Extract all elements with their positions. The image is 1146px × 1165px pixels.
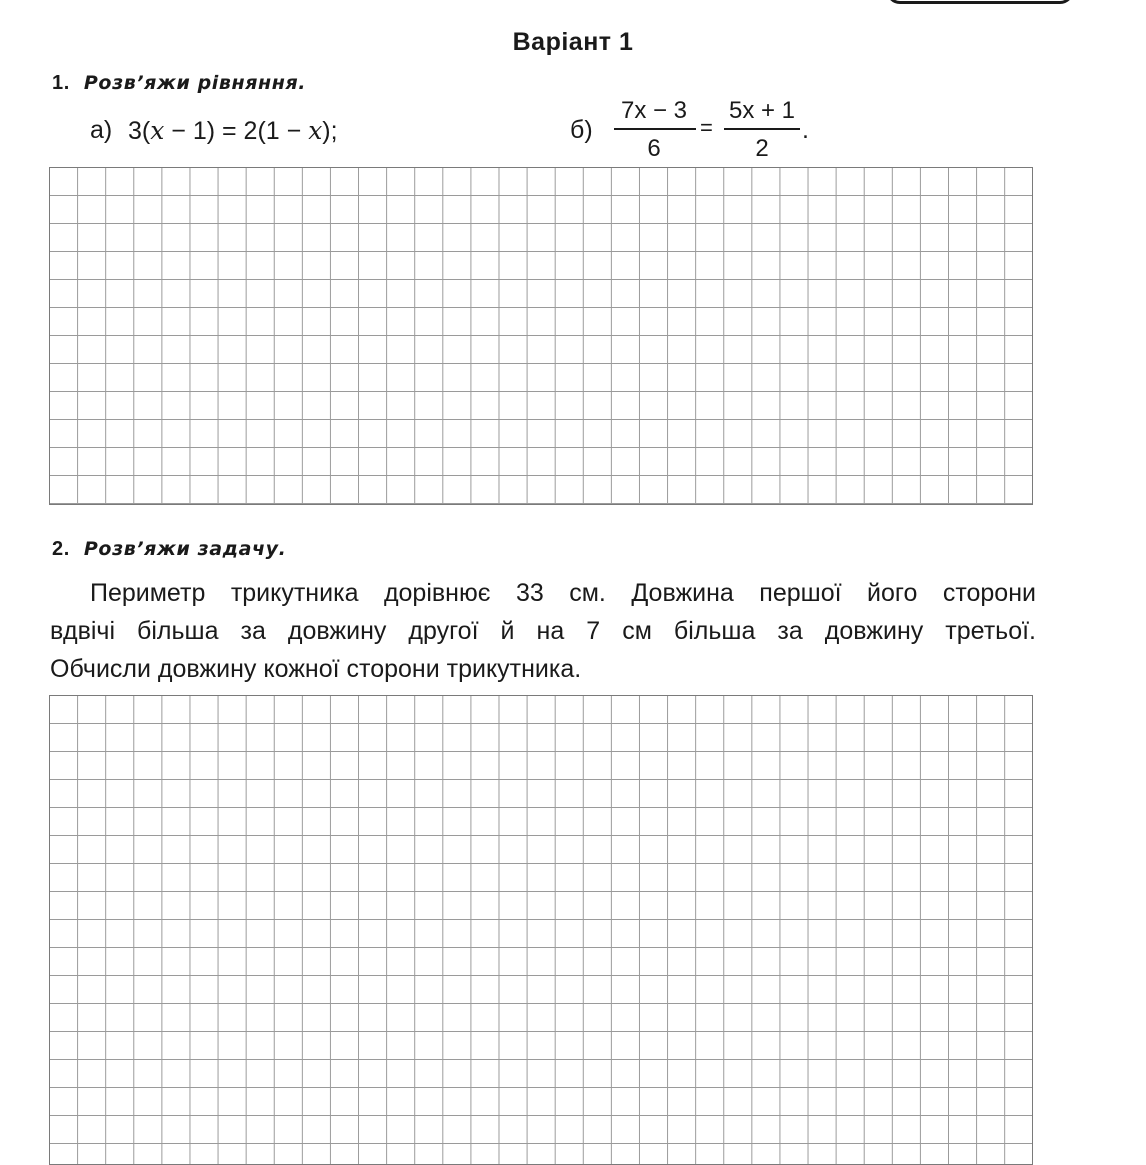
- problem-line-3: Обчисли довжину кожної сторони трикутника.: [50, 655, 582, 683]
- task2-heading: [52, 538, 286, 561]
- fraction-1-bar: [614, 128, 696, 130]
- corner-frame: [886, 0, 1074, 4]
- fraction-1-denominator: 6: [647, 135, 661, 162]
- task1-heading-text: Розв’яжи рівняння.: [83, 72, 307, 94]
- task1-heading: [52, 72, 306, 95]
- equation-b-label: б): [570, 116, 593, 144]
- equals-sign: =: [700, 115, 713, 140]
- equation-a-var1: x: [150, 116, 165, 145]
- fraction-2-bar: [724, 128, 800, 130]
- fraction-2-numerator: 5x + 1: [728, 97, 796, 124]
- equation-a-label: а): [90, 116, 113, 144]
- equation-a-part2: − 1) = 2(1 −: [164, 117, 309, 145]
- equation-a: [128, 116, 338, 146]
- fraction-1: [612, 99, 696, 161]
- problem-line-2: вдвічі більша за довжину другої й на 7 см більша за довжину третьої.: [50, 617, 1036, 645]
- task1-number: 1.: [52, 72, 70, 94]
- task2-number: 2.: [52, 538, 70, 560]
- equation-b-end: .: [802, 116, 809, 144]
- fraction-2: [722, 99, 802, 161]
- variant-title: Варіант 1: [512, 28, 634, 56]
- equation-a-part1: 3(: [128, 117, 151, 145]
- equation-a-var2: x: [308, 116, 323, 145]
- equation-a-part3: );: [322, 117, 338, 145]
- problem-line-1: Периметр трикутника дорівнює 33 см. Довжина першої його сторони: [90, 579, 1036, 607]
- answer-grid-2[interactable]: [49, 695, 1033, 1165]
- task2-heading-text: Розв’яжи задачу.: [83, 538, 287, 560]
- problem-text: [50, 574, 1036, 688]
- fraction-1-numerator: 7x − 3: [620, 97, 688, 124]
- fraction-2-denominator: 2: [755, 135, 769, 162]
- answer-grid-1[interactable]: [49, 167, 1033, 505]
